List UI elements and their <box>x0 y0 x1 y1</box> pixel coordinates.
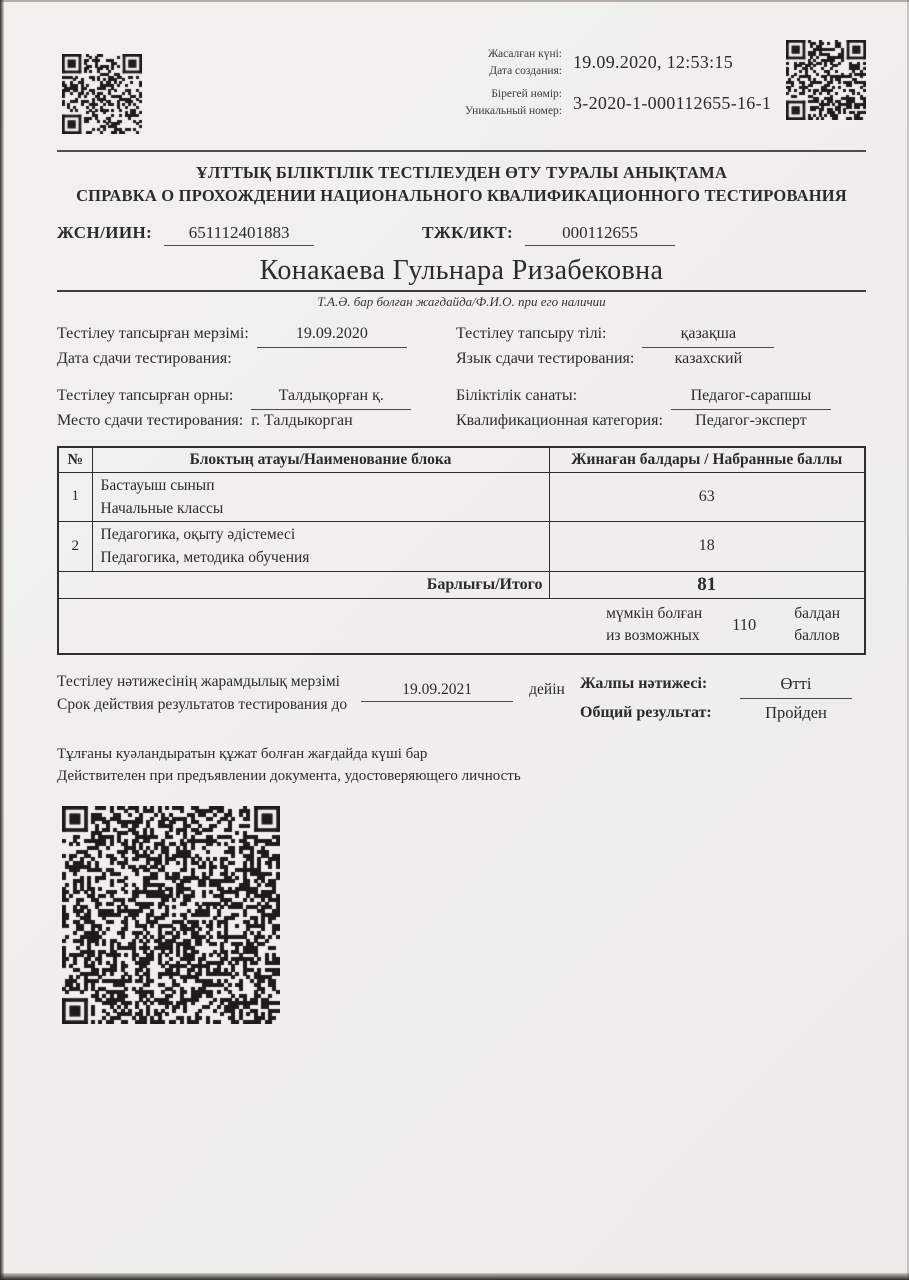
validity-date: 19.09.2021 <box>361 681 513 702</box>
created-value: 19.09.2020, 12:53:15 <box>573 52 734 73</box>
category-value-ru: Педагог-эксперт <box>695 411 807 429</box>
unique-number-label-kk: Бірегей нөмір: <box>491 88 562 101</box>
meta-block <box>434 46 778 127</box>
iin-label: ЖСН/ИИН: <box>57 223 153 243</box>
block-name-kk: Бастауыш сынып <box>100 476 215 494</box>
validity-note <box>57 743 866 788</box>
block-name-kk: Педагогика, оқыту әдістемесі <box>100 526 296 544</box>
unique-number-value: 3-2020-1-000112655-16-1 <box>573 92 772 113</box>
qr-code-icon <box>62 54 142 134</box>
document-title <box>57 161 866 207</box>
test-language-label-kk: Тестілеу тапсыру тілі: <box>456 324 607 342</box>
header-block-name: Блоктың атауы/Наименование блока <box>92 447 549 473</box>
note-ru: Действителен при предъявлении документа, удостоверяющего личность <box>57 768 521 785</box>
possible-score-row <box>58 598 865 653</box>
possible-label-ru: из возможных <box>606 627 700 645</box>
possible-label-kk: мүмкін болған <box>606 604 703 622</box>
row-number: 2 <box>58 522 92 572</box>
score-table <box>57 446 866 655</box>
total-label: Барлығы/Итого <box>58 571 549 598</box>
result-label-ru: Общий результат: <box>580 703 712 721</box>
full-name: Конакаева Гульнара Ризабековна <box>259 255 664 287</box>
meta-created <box>434 46 778 79</box>
possible-unit-kk: балдан <box>794 604 840 622</box>
field-test-place <box>57 384 432 434</box>
possible-value: 110 <box>732 615 757 635</box>
name-underline <box>57 290 866 292</box>
field-qualification-category <box>456 384 866 434</box>
created-label-ru: Дата создания: <box>489 64 562 77</box>
possible-unit-ru: баллов <box>794 627 840 645</box>
iin-value: 651112401883 <box>164 223 314 246</box>
validity-label-ru: Срок действия результатов тестирования до <box>57 695 348 713</box>
qr-code-icon <box>62 806 280 1024</box>
result-label-kk: Жалпы нәтижесі: <box>580 674 708 692</box>
id-numbers-row <box>57 223 866 246</box>
validity-label-kk: Тестілеу нәтижесінің жарамдылық мерзімі <box>57 672 340 690</box>
test-language-value-kk: қазақша <box>642 322 774 348</box>
table-row <box>58 522 865 572</box>
title-kazakh: ҰЛТТЫҚ БІЛІКТІЛІК ТЕСТІЛЕУДЕН ӨТУ ТУРАЛЫ АНЫҚТАМА <box>195 163 728 182</box>
header-number: № <box>58 447 92 473</box>
test-place-label-ru: Место сдачи тестирования: <box>57 411 244 429</box>
test-language-value-ru: казахский <box>674 349 743 367</box>
ikt-label: ТЖК/ИКТ: <box>422 223 514 243</box>
total-score: 81 <box>549 571 865 598</box>
note-kk: Тұлғаны куәландыратын құжат болған жағдайда күші бар <box>57 745 428 762</box>
total-row <box>58 571 865 598</box>
block-score: 18 <box>549 522 865 572</box>
test-date-label-ru: Дата сдачи тестирования: <box>57 349 232 367</box>
header <box>57 0 866 134</box>
category-value-kk: Педагог-сарапшы <box>671 384 831 410</box>
result-value-kk: Өтті <box>740 670 852 699</box>
bottom-section <box>57 670 866 727</box>
block-name-ru: Педагогика, методика обучения <box>100 549 310 567</box>
test-place-label-kk: Тестілеу тапсырған орны: <box>57 386 234 404</box>
test-language-label-ru: Язык сдачи тестирования: <box>456 349 635 367</box>
category-label-kk: Біліктілік санаты: <box>456 386 578 404</box>
header-score: Жинаған балдары / Набранные баллы <box>549 447 865 473</box>
title-russian: СПРАВКА О ПРОХОЖДЕНИИ НАЦИОНАЛЬНОГО КВАЛИФИКАЦИОННОГО ТЕСТИРОВАНИЯ <box>76 186 847 206</box>
scan-edge-top <box>0 0 909 2</box>
overall-result <box>580 670 852 727</box>
field-test-language <box>456 322 866 372</box>
header-divider <box>57 150 866 152</box>
scan-edge-left <box>0 0 4 1280</box>
test-place-value-ru: г. Талдыкорган <box>251 411 353 429</box>
ikt-value: 000112655 <box>525 223 675 246</box>
unique-number-label-ru: Уникальный номер: <box>465 105 562 118</box>
test-place-value-kk: Талдықорған қ. <box>251 384 411 410</box>
block-score: 63 <box>549 472 865 522</box>
scan-edge-bottom <box>0 1273 909 1280</box>
test-date-label-kk: Тестілеу тапсырған мерзімі: <box>57 324 249 342</box>
field-test-date <box>57 322 432 372</box>
category-label-ru: Квалификационная категория: <box>456 411 663 429</box>
row-number: 1 <box>58 472 92 522</box>
test-date-value: 19.09.2020 <box>257 322 407 348</box>
table-row <box>58 472 865 522</box>
validity-suffix: дейін <box>529 680 565 698</box>
block-name-ru: Начальные классы <box>100 499 224 517</box>
table-header-row <box>58 447 865 473</box>
meta-unique-number <box>434 86 778 119</box>
name-caption: Т.А.Ә. бар болған жағдайда/Ф.И.О. при его наличии <box>317 293 606 309</box>
fields-grid <box>57 322 866 434</box>
qr-code-icon <box>786 40 866 120</box>
created-label-kk: Жасалған күні: <box>487 48 562 60</box>
result-value-ru: Пройден <box>765 702 827 722</box>
